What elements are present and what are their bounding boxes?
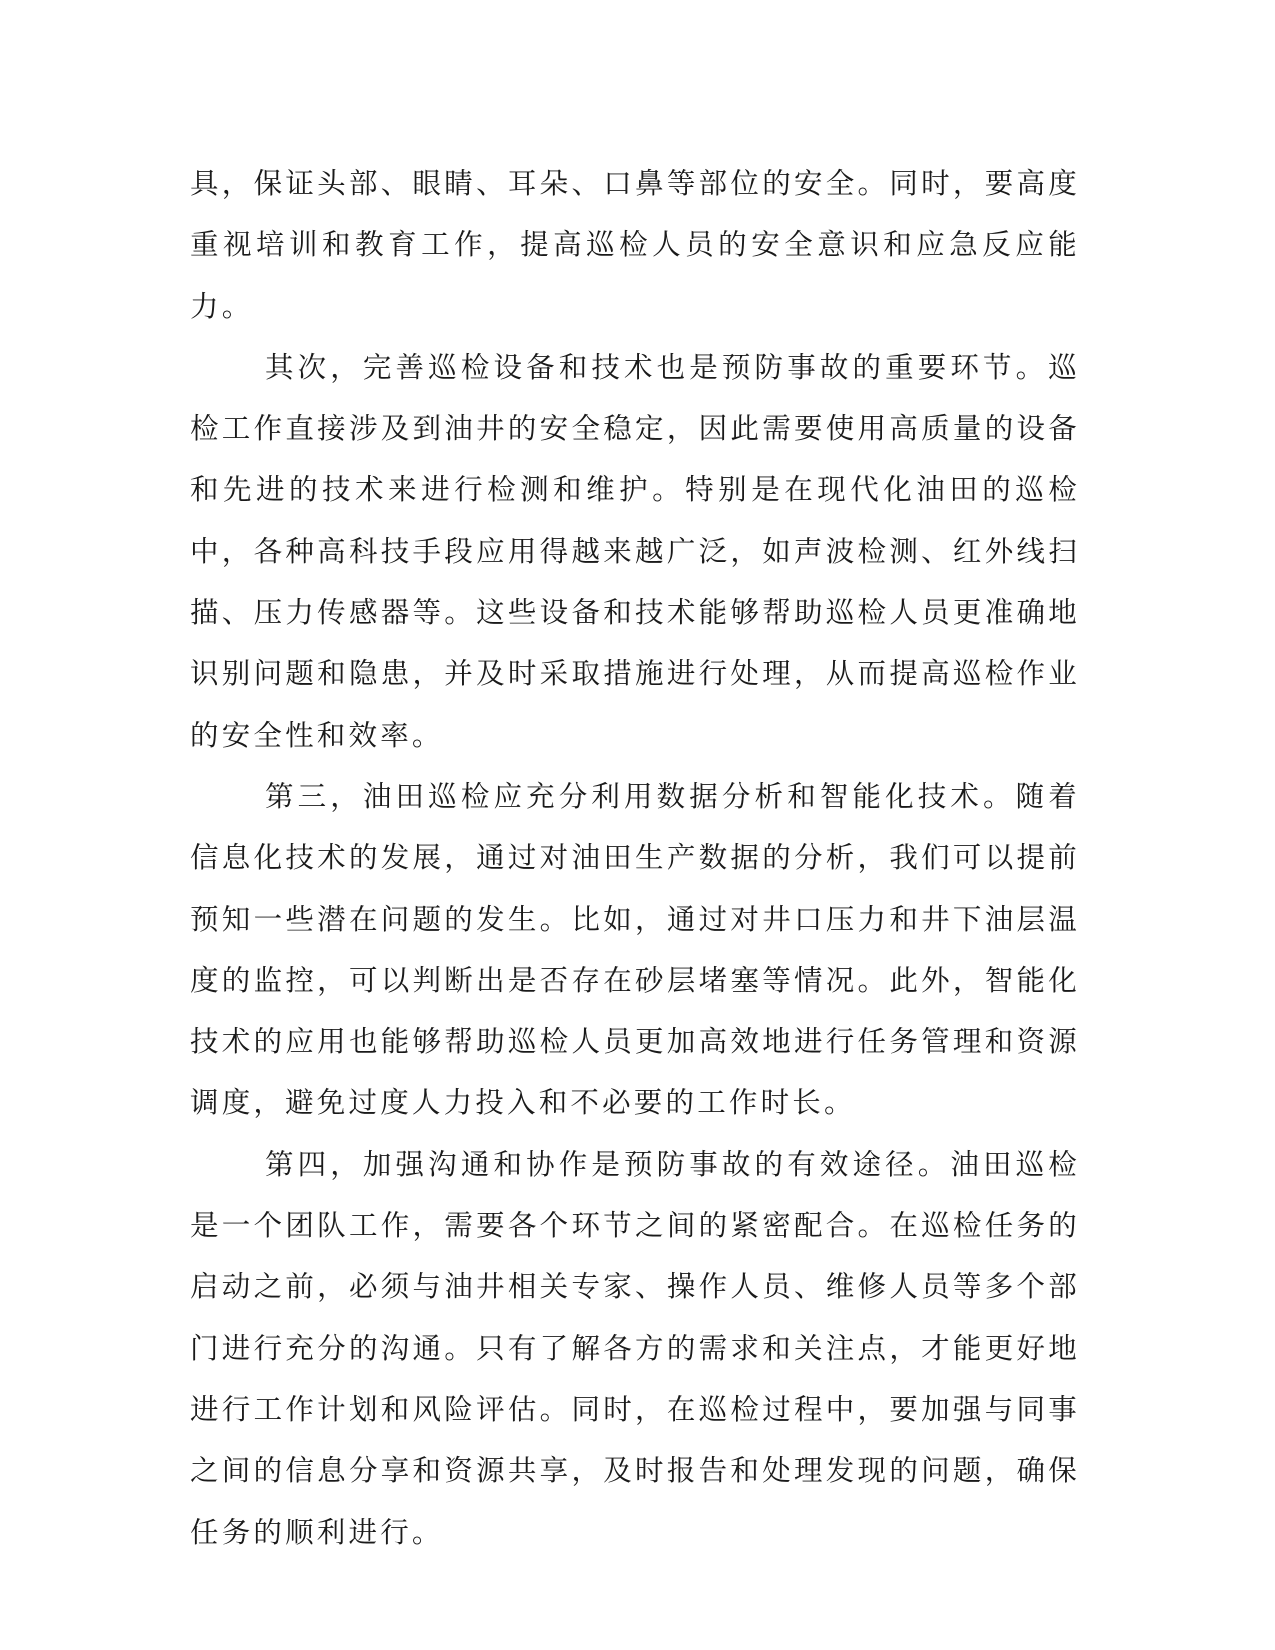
document-body — [190, 153, 1080, 1563]
paragraph-1: 具，保证头部、眼睛、耳朵、口鼻等部位的安全。同时，要高度重视培训和教育工作，提高巡检人员的安全意识和应急反应能力。 — [190, 167, 1080, 323]
paragraph-4: 第四，加强沟通和协作是预防事故的有效途径。油田巡检是一个团队工作，需要各个环节之间的紧密配合。在巡检任务的启动之前，必须与油井相关专家、操作人员、维修人员等多个部门进行充分的沟通。只有了解各方的需求和关注点，才能更好地进行工作计划和风险评估。同时，在巡检过程中，要加强与同事之间的信息分享和资源共享，及时报告和处理发现的问题，确保任务的顺利进行。 — [190, 1147, 1080, 1549]
paragraph-3: 第三，油田巡检应充分利用数据分析和智能化技术。随着信息化技术的发展，通过对油田生产数据的分析，我们可以提前预知一些潜在问题的发生。比如，通过对井口压力和井下油层温度的监控，可以判断出是否存在砂层堵塞等情况。此外，智能化技术的应用也能够帮助巡检人员更加高效地进行任务管理和资源调度，避免过度人力投入和不必要的工作时长。 — [190, 779, 1080, 1120]
paragraph-2: 其次，完善巡检设备和技术也是预防事故的重要环节。巡检工作直接涉及到油井的安全稳定，因此需要使用高质量的设备和先进的技术来进行检测和维护。特别是在现代化油田的巡检中，各种高科技手段应用得越来越广泛，如声波检测、红外线扫描、压力传感器等。这些设备和技术能够帮助巡检人员更准确地识别问题和隐患，并及时采取措施进行处理，从而提高巡检作业的安全性和效率。 — [190, 350, 1080, 752]
